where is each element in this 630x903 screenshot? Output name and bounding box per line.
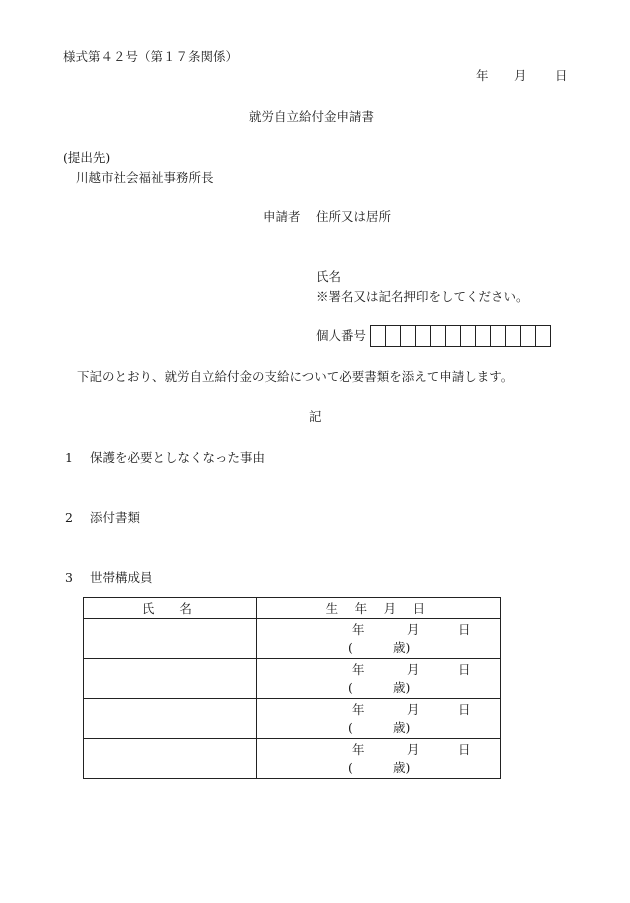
age-open-paren: ( [348,640,353,655]
my-number-cell[interactable] [371,326,385,346]
member-dob-cell[interactable] [257,699,501,739]
age-open-paren: ( [348,760,353,775]
form-number: 様式第４２号（第１７条関係） [63,49,239,64]
dob-month-label: 月 [407,742,420,757]
signature-note: ※署名又は記名押印をしてください。 [316,289,529,304]
my-number-cell[interactable] [505,326,520,346]
my-number-cell[interactable] [415,326,430,346]
item-2-label: 添付書類 [90,510,141,525]
my-number-cell[interactable] [520,326,535,346]
table-row [84,659,501,699]
dob-year-label: 年 [352,742,365,757]
table-row [84,699,501,739]
my-number-cell[interactable] [445,326,460,346]
date-month-label: 月 [514,68,527,83]
name-column-header: 氏 名 [84,598,257,619]
member-dob-cell[interactable] [257,619,501,659]
my-number-cell[interactable] [535,326,550,346]
age-open-paren: ( [348,720,353,735]
recipient-label: (提出先) [63,150,111,165]
body-text: 下記のとおり、就労自立給付金の支給について必要書類を添えて申請します。 [77,369,514,384]
dob-year-label: 年 [352,662,365,677]
item-3-number: 3 [65,570,73,585]
dob-day-label: 日 [458,662,471,677]
age-unit-label: 歳) [393,680,411,695]
member-name-cell[interactable] [84,699,257,739]
document-title: 就労自立給付金申請書 [249,109,375,124]
member-dob-cell[interactable] [257,659,501,699]
ki-heading: 記 [309,409,322,424]
dob-month-label: 月 [407,702,420,717]
date-day-label: 日 [555,68,568,83]
item-1-label: 保護を必要としなくなった事由 [90,450,266,465]
dob-year-label: 年 [352,702,365,717]
dob-day-label: 日 [458,742,471,757]
my-number-boxes[interactable] [370,325,551,347]
table-row [84,619,501,659]
address-label: 住所又は居所 [316,209,392,224]
name-label: 氏名 [316,269,342,284]
my-number-cell[interactable] [460,326,475,346]
recipient-name: 川越市社会福祉事務所長 [76,170,214,185]
my-number-cell[interactable] [475,326,490,346]
member-dob-cell[interactable] [257,739,501,779]
my-number-cell[interactable] [385,326,400,346]
item-1-number: 1 [65,450,73,465]
my-number-cell[interactable] [400,326,415,346]
table-row [84,739,501,779]
household-members-table [83,597,501,779]
date-year-label: 年 [476,68,489,83]
dob-column-header: 生 年 月 日 [257,598,501,619]
dob-day-label: 日 [458,702,471,717]
dob-month-label: 月 [407,662,420,677]
my-number-cell[interactable] [430,326,445,346]
dob-month-label: 月 [407,622,420,637]
item-3-label: 世帯構成員 [90,570,153,585]
age-unit-label: 歳) [393,640,411,655]
my-number-cell[interactable] [490,326,505,346]
applicant-label: 申請者 [263,209,301,224]
item-2-number: 2 [65,510,73,525]
member-name-cell[interactable] [84,619,257,659]
member-name-cell[interactable] [84,739,257,779]
member-name-cell[interactable] [84,659,257,699]
my-number-label: 個人番号 [316,328,367,343]
age-open-paren: ( [348,680,353,695]
dob-year-label: 年 [352,622,365,637]
dob-day-label: 日 [458,622,471,637]
age-unit-label: 歳) [393,760,411,775]
age-unit-label: 歳) [393,720,411,735]
